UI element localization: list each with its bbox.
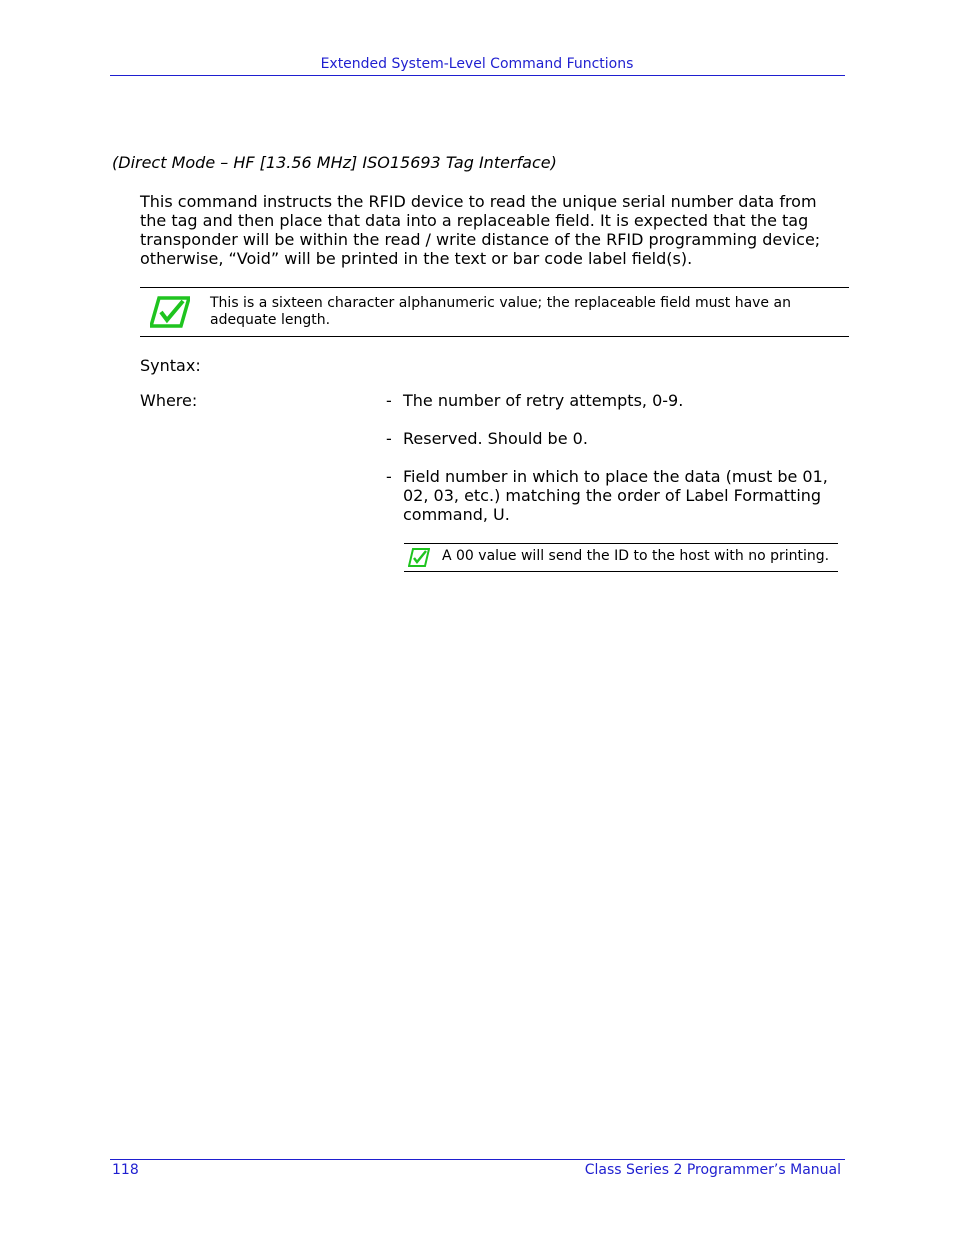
item-dash: -: [386, 391, 392, 410]
parameter-description: The number of retry attempts, 0-9.: [403, 391, 684, 410]
note-text: This is a sixteen character alphanumeric value; the replaceable field must have an adequate length.: [210, 295, 791, 328]
parameter-item: [386, 391, 846, 410]
running-header: Extended System-Level Command Functions: [320, 56, 634, 72]
parameter-item: [386, 467, 846, 524]
syntax-label: Syntax:: [140, 356, 201, 375]
page-number: 118: [112, 1162, 139, 1178]
header-rule: [110, 75, 845, 76]
manual-title: Class Series 2 Programmer’s Manual: [584, 1162, 841, 1178]
inline-note-text: A 00 value will send the ID to the host with no printing.: [442, 548, 830, 564]
parameter-item: [386, 429, 846, 448]
inline-note-box: [404, 543, 838, 572]
note-box: [140, 287, 849, 337]
parameter-description: Field number in which to place the data (must be 01, 02, 03, etc.) matching the order of Label Formatting command, U.: [403, 467, 828, 524]
note-check-icon: [150, 296, 190, 328]
where-label: Where:: [140, 391, 198, 410]
footer-rule: [110, 1159, 845, 1160]
parameter-description: Reserved. Should be 0.: [403, 429, 588, 448]
note-check-icon: [408, 548, 430, 567]
item-dash: -: [386, 467, 392, 486]
command-description: This command instructs the RFID device to read the unique serial number data from the tag and then place that data into a replaceable field. It is expected that the tag transponder will be within the read / write distance of the RFID programming device; otherwise, “Void” will be printed in the text or bar code label field(s).: [140, 192, 821, 268]
item-dash: -: [386, 429, 392, 448]
section-subtitle: (Direct Mode – HF [13.56 MHz] ISO15693 Tag Interface): [112, 153, 557, 172]
